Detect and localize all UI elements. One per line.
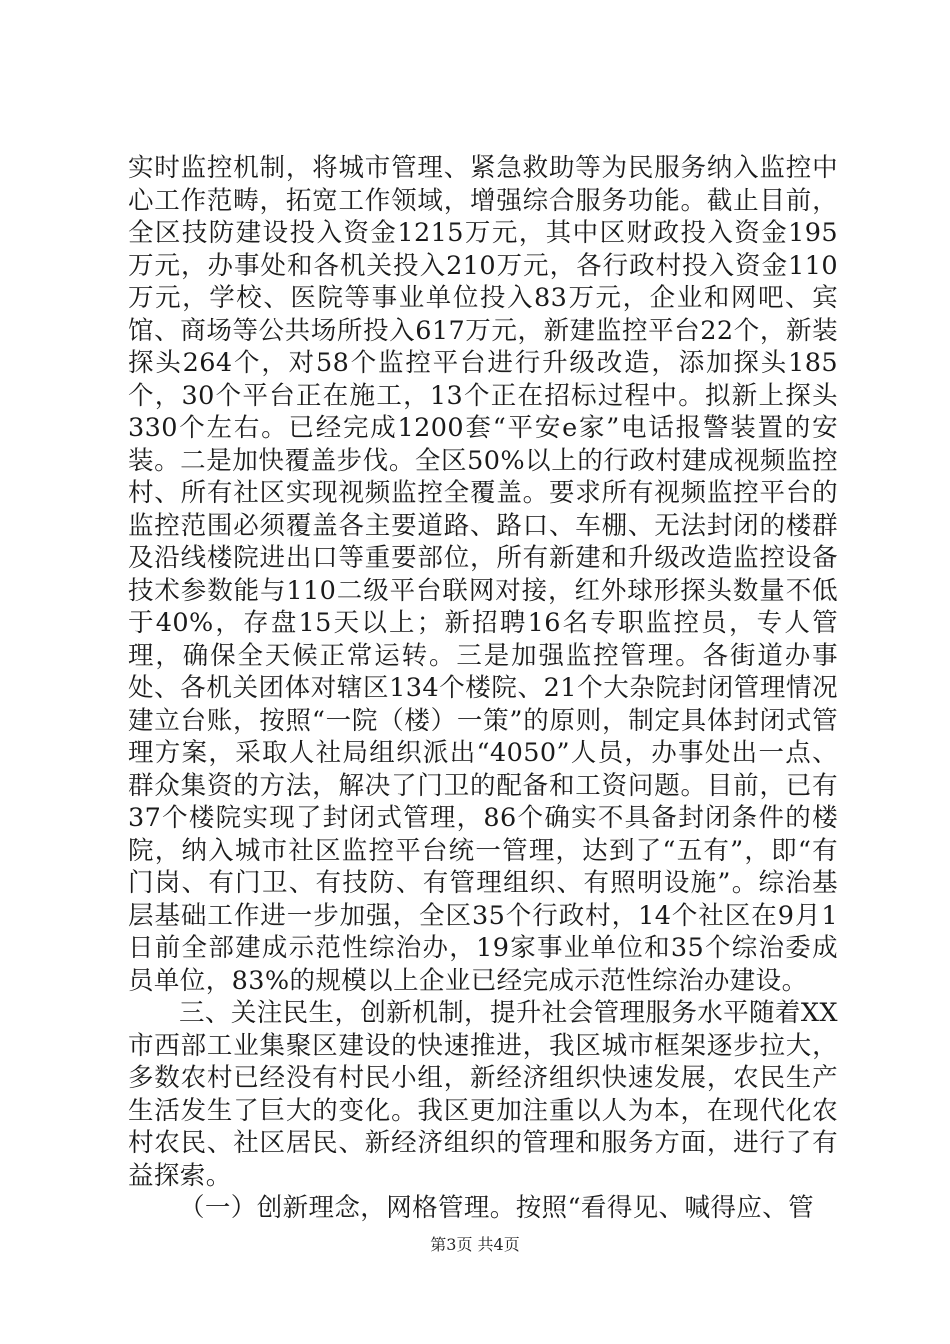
body-paragraph-2: 三、关注民生，创新机制，提升社会管理服务水平随着XX市西部工业集聚区建设的快速推进，我区城市框架逐步拉大，多数农村已经没有村民小组，新经济组织快速发展，农民生产生活发生了巨大的变化。我区更加注重以人为本，在现代化农村农民、社区居民、新经济组织的管理和服务方面，进行了有益探索。 — [128, 998, 838, 1191]
document-body — [128, 152, 838, 1225]
body-paragraph-3: （一）创新理念，网格管理。按照“看得见、喊得应、管 — [179, 1193, 815, 1223]
page-footer — [0, 1232, 950, 1255]
page-number-label: 第3页 共4页 — [430, 1235, 520, 1254]
body-paragraph-1: 实时监控机制，将城市管理、紧急救助等为民服务纳入监控中心工作范畴，拓宽工作领域，增强综合服务功能。截止目前，全区技防建设投入资金1215万元，其中区财政投入资金195万元，办事处和各机关投入210万元，各行政村投入资金110万元，学校、医院等事业单位投入83万元，企业和网吧、宾馆、商场等公共场所投入617万元，新建监控平台22个，新装探头264个，对58个监控平台进行升级改造，添加探头185个，30个平台正在施工，13个正在招标过程中。拟新上探头330个左右。已经完成1200套“平安e家”电话报警装置的安装。二是加快覆盖步伐。全区50%以上的行政村建成视频监控村、所有社区实现视频监控全覆盖。要求所有视频监控平台的监控范围必须覆盖各主要道路、路口、车棚、无法封闭的楼群及沿线楼院进出口等重要部位，所有新建和升级改造监控设备技术参数能与110二级平台联网对接，红外球形探头数量不低于40%，存盘15天以上；新招聘16名专职监控员，专人管理，确保全天候正常运转。三是加强监控管理。各街道办事处、各机关团体对辖区134个楼院、21个大杂院封闭管理情况建立台账，按照“一院（楼）一策”的原则，制定具体封闭式管理方案，采取人社局组织派出“4050”人员，办事处出一点、群众集资的方法，解决了门卫的配备和工资问题。目前，已有37个楼院实现了封闭式管理，86个确实不具备封闭条件的楼院，纳入城市社区监控平台统一管理，达到了“五有”，即“有门岗、有门卫、有技防、有管理组织、有照明设施”。综治基层基础工作进一步加强，全区35个行政村，14个社区在9月1日前全部建成示范性综治办，19家事业单位和35个综治委成员单位，83%的规模以上企业已经完成示范性综治办建设。 — [128, 153, 838, 996]
